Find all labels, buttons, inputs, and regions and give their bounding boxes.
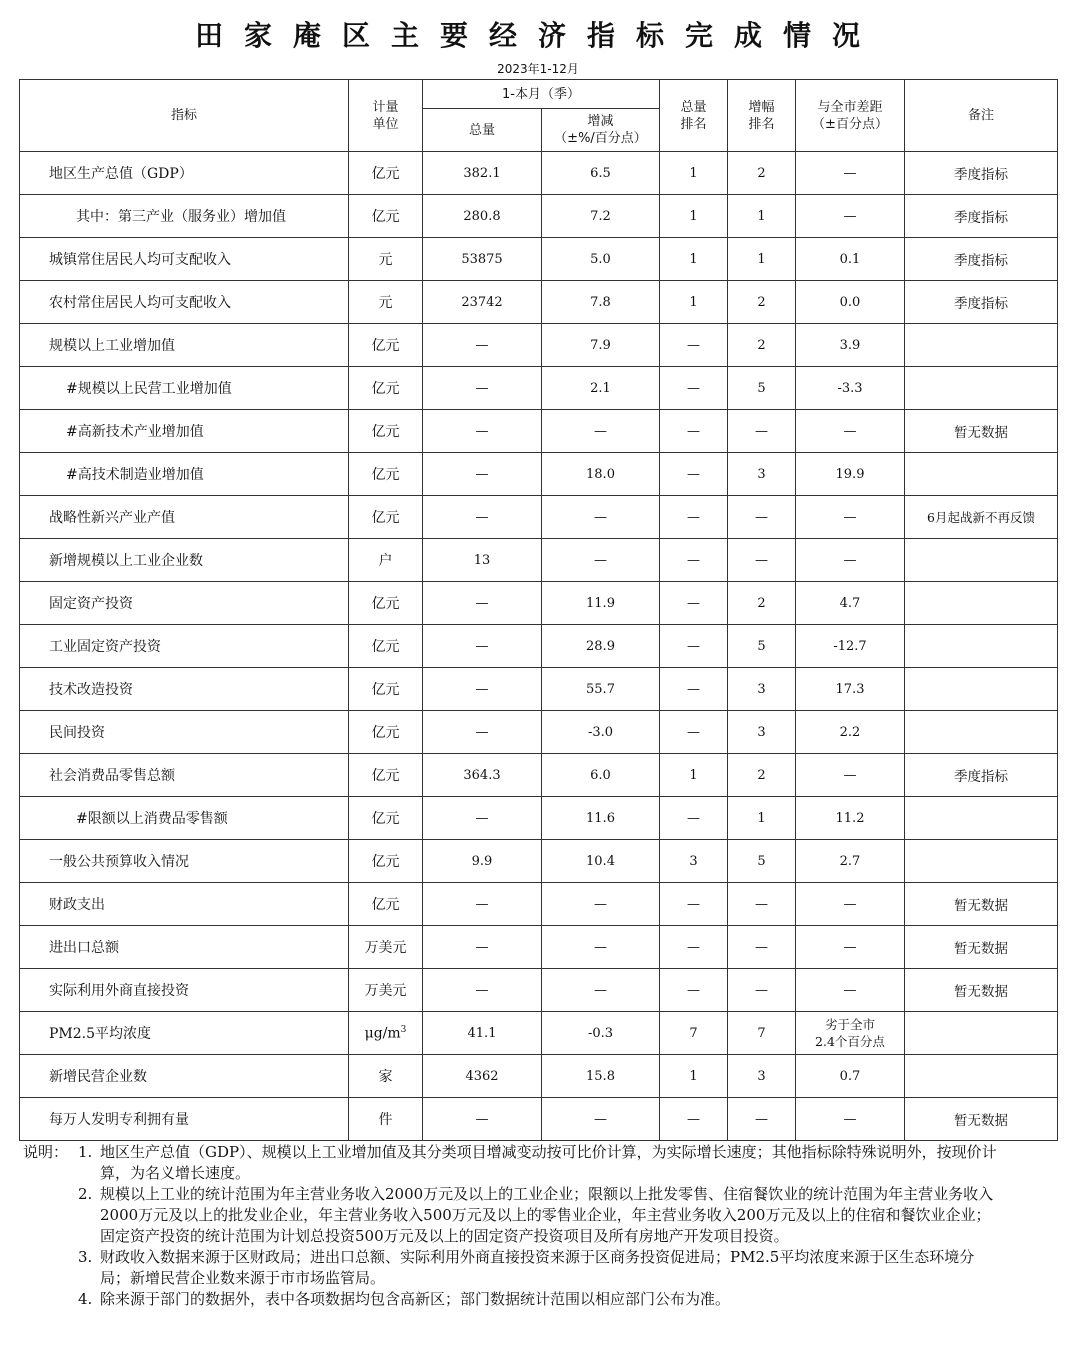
growth-rank-cell: 1 — [728, 797, 796, 840]
table-row — [20, 883, 1058, 926]
total-rank-cell: — — [660, 410, 728, 453]
indicator-name: #规模以上民营工业增加值 — [20, 367, 349, 410]
indicator-name: 其中：第三产业（服务业）增加值 — [20, 195, 349, 238]
total-cell: — — [423, 410, 542, 453]
gap-cell: 0.7 — [796, 1055, 905, 1098]
change-cell: — — [542, 410, 660, 453]
unit-cell: 亿元 — [349, 582, 423, 625]
table-row — [20, 195, 1058, 238]
total-cell: 53875 — [423, 238, 542, 281]
total-cell: — — [423, 668, 542, 711]
gap-cell: 0.0 — [796, 281, 905, 324]
total-cell: — — [423, 883, 542, 926]
footnote-label: 说明： — [23, 1143, 69, 1161]
total-cell: 23742 — [423, 281, 542, 324]
gap-cell: — — [796, 754, 905, 797]
total-rank-cell: — — [660, 539, 728, 582]
total-rank-cell: 1 — [660, 152, 728, 195]
indicator-name: 新增民营企业数 — [20, 1055, 349, 1098]
footnote-text: 地区生产总值（GDP）、规模以上工业增加值及其分类项目增减变动按可比价计算，为实际增长速度；其他指标除特殊说明外，按现价计算，为名义增长速度。 — [100, 1143, 997, 1182]
indicator-name: 农村常住居民人均可支配收入 — [20, 281, 349, 324]
period-label: 2023年1-12月 — [497, 62, 579, 76]
total-rank-cell: — — [660, 625, 728, 668]
growth-rank-cell: 3 — [728, 453, 796, 496]
footnote-item — [23, 1142, 1003, 1184]
growth-rank-cell: 5 — [728, 840, 796, 883]
remark-cell: 暂无数据 — [905, 410, 1058, 453]
change-cell: 11.6 — [542, 797, 660, 840]
growth-rank-cell: — — [728, 496, 796, 539]
indicator-name: 社会消费品零售总额 — [20, 754, 349, 797]
total-rank-cell: — — [660, 711, 728, 754]
change-cell: 6.5 — [542, 152, 660, 195]
remark-cell — [905, 582, 1058, 625]
gap-cell: -3.3 — [796, 367, 905, 410]
header-remark: 备注 — [905, 80, 1058, 152]
unit-cell: 亿元 — [349, 840, 423, 883]
remark-cell: 6月起战新不再反馈 — [905, 496, 1058, 539]
indicator-name: 地区生产总值（GDP） — [20, 152, 349, 195]
table-row — [20, 496, 1058, 539]
gap-cell: 3.9 — [796, 324, 905, 367]
gap-cell: 19.9 — [796, 453, 905, 496]
change-cell: 7.2 — [542, 195, 660, 238]
unit-cell: 万美元 — [349, 926, 423, 969]
indicator-name: #限额以上消费品零售额 — [20, 797, 349, 840]
table-row — [20, 152, 1058, 195]
growth-rank-cell: — — [728, 539, 796, 582]
table-row — [20, 1012, 1058, 1055]
change-cell: 7.8 — [542, 281, 660, 324]
indicator-name: 民间投资 — [20, 711, 349, 754]
change-cell: 6.0 — [542, 754, 660, 797]
remark-cell — [905, 625, 1058, 668]
indicator-table — [19, 79, 1058, 1141]
change-cell: 11.9 — [542, 582, 660, 625]
growth-rank-cell: 2 — [728, 582, 796, 625]
remark-cell — [905, 367, 1058, 410]
remark-cell: 暂无数据 — [905, 1098, 1058, 1141]
change-cell: 10.4 — [542, 840, 660, 883]
total-cell: — — [423, 711, 542, 754]
unit-cell: 亿元 — [349, 754, 423, 797]
change-cell: — — [542, 969, 660, 1012]
indicator-name: 实际利用外商直接投资 — [20, 969, 349, 1012]
unit-cell: 元 — [349, 281, 423, 324]
gap-cell: — — [796, 195, 905, 238]
total-cell: — — [423, 1098, 542, 1141]
indicator-name: #高新技术产业增加值 — [20, 410, 349, 453]
table-row — [20, 238, 1058, 281]
total-cell: — — [423, 324, 542, 367]
indicator-name: #高技术制造业增加值 — [20, 453, 349, 496]
table-row — [20, 281, 1058, 324]
footnote-text: 财政收入数据来源于区财政局；进出口总额、实际利用外商直接投资来源于区商务投资促进局；PM2.5平均浓度来源于区生态环境分局；新增民营企业数来源于市市场监管局。 — [100, 1248, 975, 1287]
total-cell: — — [423, 582, 542, 625]
unit-cell: 亿元 — [349, 152, 423, 195]
unit-cell: 亿元 — [349, 410, 423, 453]
growth-rank-cell: — — [728, 926, 796, 969]
indicator-name: 一般公共预算收入情况 — [20, 840, 349, 883]
table-row — [20, 754, 1058, 797]
total-rank-cell: 1 — [660, 754, 728, 797]
gap-cell: — — [796, 926, 905, 969]
unit-cell: 亿元 — [349, 797, 423, 840]
gap-cell: — — [796, 496, 905, 539]
unit-cell: 亿元 — [349, 453, 423, 496]
total-rank-cell: — — [660, 883, 728, 926]
footnote-number: 1. — [78, 1143, 93, 1161]
total-cell: 382.1 — [423, 152, 542, 195]
header-period-group: 1-本月（季） — [423, 80, 660, 109]
table-row — [20, 367, 1058, 410]
change-cell: 15.8 — [542, 1055, 660, 1098]
total-rank-cell: — — [660, 1098, 728, 1141]
total-cell: 364.3 — [423, 754, 542, 797]
footnote-number: 4. — [78, 1290, 93, 1308]
growth-rank-cell: 5 — [728, 367, 796, 410]
indicator-name: 固定资产投资 — [20, 582, 349, 625]
table-row — [20, 711, 1058, 754]
unit-cell: 亿元 — [349, 367, 423, 410]
table-row — [20, 453, 1058, 496]
change-cell: — — [542, 926, 660, 969]
header-change: 增减 （±%/百分点） — [542, 109, 660, 152]
change-cell: 5.0 — [542, 238, 660, 281]
total-rank-cell: — — [660, 496, 728, 539]
remark-cell — [905, 668, 1058, 711]
gap-cell: 0.1 — [796, 238, 905, 281]
change-cell: 28.9 — [542, 625, 660, 668]
gap-cell: 11.2 — [796, 797, 905, 840]
total-rank-cell: 3 — [660, 840, 728, 883]
total-rank-cell: 1 — [660, 1055, 728, 1098]
unit-cell: 户 — [349, 539, 423, 582]
total-cell: — — [423, 797, 542, 840]
remark-cell: 季度指标 — [905, 238, 1058, 281]
change-cell: -3.0 — [542, 711, 660, 754]
table-row — [20, 539, 1058, 582]
page-title: 田家庵区主要经济指标完成情况 — [194, 19, 881, 52]
indicator-name: 新增规模以上工业企业数 — [20, 539, 349, 582]
growth-rank-cell: 2 — [728, 281, 796, 324]
gap-cell: -12.7 — [796, 625, 905, 668]
growth-rank-cell: — — [728, 969, 796, 1012]
total-cell: — — [423, 969, 542, 1012]
remark-cell: 季度指标 — [905, 152, 1058, 195]
remark-cell: 暂无数据 — [905, 969, 1058, 1012]
unit-cell: 件 — [349, 1098, 423, 1141]
header-total-rank: 总量 排名 — [660, 80, 728, 152]
total-cell: — — [423, 367, 542, 410]
unit-cell: 亿元 — [349, 883, 423, 926]
total-cell: — — [423, 453, 542, 496]
change-cell: — — [542, 883, 660, 926]
header-total: 总量 — [423, 109, 542, 152]
growth-rank-cell: — — [728, 883, 796, 926]
growth-rank-cell: — — [728, 1098, 796, 1141]
total-rank-cell: 7 — [660, 1012, 728, 1055]
remark-cell: 季度指标 — [905, 754, 1058, 797]
gap-cell: — — [796, 410, 905, 453]
table-row — [20, 840, 1058, 883]
growth-rank-cell: — — [728, 410, 796, 453]
gap-cell: 2.7 — [796, 840, 905, 883]
total-cell: 13 — [423, 539, 542, 582]
total-cell: 9.9 — [423, 840, 542, 883]
growth-rank-cell: 3 — [728, 711, 796, 754]
total-rank-cell: 1 — [660, 281, 728, 324]
growth-rank-cell: 1 — [728, 195, 796, 238]
total-rank-cell: — — [660, 797, 728, 840]
remark-cell — [905, 1055, 1058, 1098]
table-row — [20, 582, 1058, 625]
table-row — [20, 1098, 1058, 1141]
unit-cell: 亿元 — [349, 324, 423, 367]
change-cell: 18.0 — [542, 453, 660, 496]
remark-cell — [905, 539, 1058, 582]
remark-cell: 暂无数据 — [905, 926, 1058, 969]
total-cell: 41.1 — [423, 1012, 542, 1055]
remark-cell — [905, 1012, 1058, 1055]
gap-cell: — — [796, 883, 905, 926]
growth-rank-cell: 3 — [728, 1055, 796, 1098]
indicator-name: 城镇常住居民人均可支配收入 — [20, 238, 349, 281]
gap-cell: — — [796, 1098, 905, 1141]
change-cell: 7.9 — [542, 324, 660, 367]
growth-rank-cell: 2 — [728, 152, 796, 195]
total-rank-cell: — — [660, 969, 728, 1012]
growth-rank-cell: 7 — [728, 1012, 796, 1055]
change-cell: — — [542, 496, 660, 539]
table-row — [20, 410, 1058, 453]
total-cell: 4362 — [423, 1055, 542, 1098]
table-row — [20, 926, 1058, 969]
growth-rank-cell: 3 — [728, 668, 796, 711]
gap-cell: 4.7 — [796, 582, 905, 625]
remark-cell: 暂无数据 — [905, 883, 1058, 926]
footnote-item — [23, 1289, 1003, 1310]
remark-cell — [905, 453, 1058, 496]
change-cell: — — [542, 539, 660, 582]
indicator-name: 技术改造投资 — [20, 668, 349, 711]
table-row — [20, 1055, 1058, 1098]
gap-cell: — — [796, 539, 905, 582]
unit-cell: 万美元 — [349, 969, 423, 1012]
indicator-name: 战略性新兴产业产值 — [20, 496, 349, 539]
footnote-item — [23, 1184, 1003, 1247]
total-rank-cell: — — [660, 582, 728, 625]
gap-cell: 劣于全市 2.4个百分点 — [796, 1012, 905, 1055]
unit-cell: $\mu g/m^3$ — [349, 1012, 423, 1055]
total-rank-cell: 1 — [660, 195, 728, 238]
unit-cell: 亿元 — [349, 195, 423, 238]
total-rank-cell: — — [660, 926, 728, 969]
table-row — [20, 969, 1058, 1012]
change-cell: — — [542, 1098, 660, 1141]
table-row — [20, 625, 1058, 668]
gap-cell: 2.2 — [796, 711, 905, 754]
unit-cell: 亿元 — [349, 668, 423, 711]
remark-cell — [905, 797, 1058, 840]
unit-cell: 亿元 — [349, 711, 423, 754]
footnote-text: 除来源于部门的数据外，表中各项数据均包含高新区；部门数据统计范围以相应部门公布为准。 — [100, 1290, 731, 1308]
total-cell: 280.8 — [423, 195, 542, 238]
gap-cell: — — [796, 152, 905, 195]
remark-cell — [905, 711, 1058, 754]
total-cell: — — [423, 926, 542, 969]
growth-rank-cell: 2 — [728, 324, 796, 367]
unit-cell: 家 — [349, 1055, 423, 1098]
indicator-name: 工业固定资产投资 — [20, 625, 349, 668]
header-indicator: 指标 — [20, 80, 349, 152]
header-growth-rank: 增幅 排名 — [728, 80, 796, 152]
total-rank-cell: — — [660, 324, 728, 367]
footnote-text: 规模以上工业的统计范围为年主营业务收入2000万元及以上的工业企业；限额以上批发零售、住宿餐饮业的统计范围为年主营业务收入2000万元及以上的批发业企业，年主营业务收入500万元及以上的零售业企业，年主营业务收入200万元及以上的住宿和餐饮业企业；固定资产投资的统计范围为计划总投资500万元及以上的固定资产投资项目及所有房地产开发项目投资。 — [100, 1185, 994, 1245]
header-gap: 与全市差距 （±百分点） — [796, 80, 905, 152]
change-cell: -0.3 — [542, 1012, 660, 1055]
growth-rank-cell: 2 — [728, 754, 796, 797]
unit-cell: 元 — [349, 238, 423, 281]
indicator-name: 规模以上工业增加值 — [20, 324, 349, 367]
remark-cell — [905, 324, 1058, 367]
indicator-name: 每万人发明专利拥有量 — [20, 1098, 349, 1141]
unit-cell: 亿元 — [349, 496, 423, 539]
change-cell: 2.1 — [542, 367, 660, 410]
footnote-number: 2. — [78, 1185, 93, 1203]
gap-cell: 17.3 — [796, 668, 905, 711]
unit-cell: 亿元 — [349, 625, 423, 668]
total-rank-cell: — — [660, 668, 728, 711]
table-row — [20, 797, 1058, 840]
change-cell: 55.7 — [542, 668, 660, 711]
table-row — [20, 668, 1058, 711]
growth-rank-cell: 5 — [728, 625, 796, 668]
table-row — [20, 324, 1058, 367]
footnote-item — [23, 1247, 1003, 1289]
indicator-name: 财政支出 — [20, 883, 349, 926]
total-rank-cell: 1 — [660, 238, 728, 281]
remark-cell — [905, 840, 1058, 883]
footnotes — [23, 1142, 1003, 1310]
total-cell: — — [423, 625, 542, 668]
remark-cell: 季度指标 — [905, 195, 1058, 238]
header-unit: 计量 单位 — [349, 80, 423, 152]
remark-cell: 季度指标 — [905, 281, 1058, 324]
growth-rank-cell: 1 — [728, 238, 796, 281]
total-cell: — — [423, 496, 542, 539]
indicator-name: 进出口总额 — [20, 926, 349, 969]
footnote-number: 3. — [78, 1248, 93, 1266]
total-rank-cell: — — [660, 367, 728, 410]
total-rank-cell: — — [660, 453, 728, 496]
indicator-name: PM2.5平均浓度 — [20, 1012, 349, 1055]
gap-cell: — — [796, 969, 905, 1012]
